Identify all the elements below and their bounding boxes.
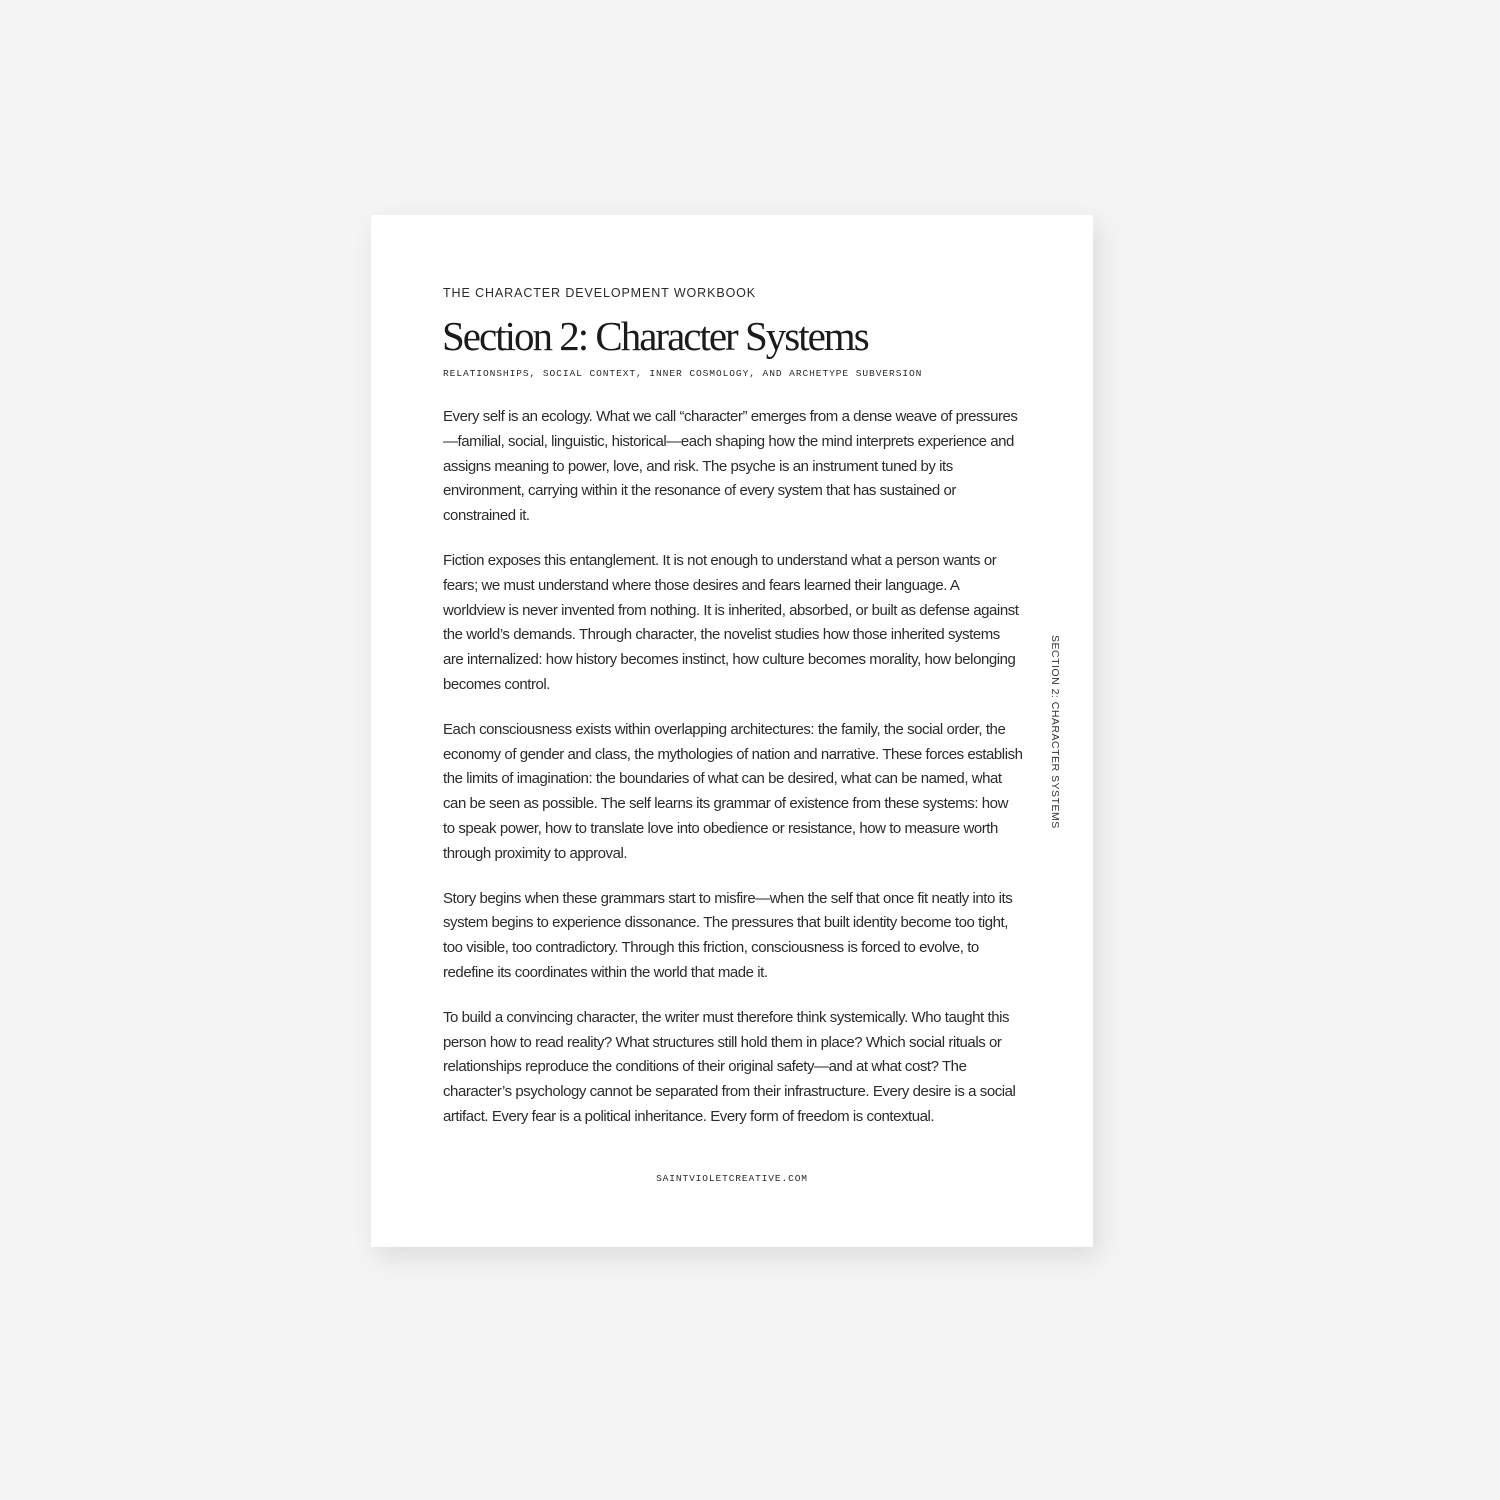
page-title: Section 2: Character Systems — [442, 313, 868, 359]
paragraph-1: Every self is an ecology. What we call “character” emerges from a dense weave of pressures—familial, social, linguistic, historical—each shaping how the mind interprets experience and assigns meaning to power, love, and risk. The psyche is an instrument tuned by its environment, carrying within it the resonance of every system that has sustained or constrained it. — [443, 408, 1018, 525]
paragraph-4: Story begins when these grammars start to misfire—when the self that once fit neatly into its system begins to experience dissonance. The pressures that built identity become too tight, too visible, too contradictory. Through this friction, consciousness is forced to evolve, to redefine its coordinates within the world that made it. — [443, 889, 1013, 981]
workbook-kicker: THE CHARACTER DEVELOPMENT WORKBOOK — [443, 286, 757, 300]
footer-website: SAINTVIOLETCREATIVE.COM — [656, 1173, 808, 1184]
paragraph-3: Each consciousness exists within overlapping architectures: the family, the social order, the economy of gender and class, the mythologies of nation and narrative. These forces establish the limits of imagination: the boundaries of what can be desired, what can be named, what can be seen as possible. The self learns its grammar of existence from these systems: how to speak power, how to translate love into obedience or resistance, how to measure worth through proximity to approval. — [443, 720, 1023, 862]
body-text — [443, 405, 1023, 1150]
paragraph-2: Fiction exposes this entanglement. It is not enough to understand what a person wants or fears; we must understand where those desires and fears learned their language. A worldview is never invented from nothing. It is inherited, absorbed, or built as defense against the world’s demands. Through character, the novelist studies how those inherited systems are internalized: how history becomes instinct, how culture becomes morality, how belonging becomes control. — [443, 551, 1019, 693]
vertical-section-label: SECTION 2: CHARACTER SYSTEMS — [1049, 635, 1061, 829]
workbook-page — [371, 215, 1093, 1247]
page-subtitle: RELATIONSHIPS, SOCIAL CONTEXT, INNER COSMOLOGY, AND ARCHETYPE SUBVERSION — [443, 368, 923, 379]
paragraph-5: To build a convincing character, the writer must therefore think systemically. Who taught this person how to read reality? What structures still hold them in place? Which social rituals or relationships reproduce the conditions of their original safety—and at what cost? The character’s psychology cannot be separated from their infrastructure. Every desire is a social artifact. Every fear is a political inheritance. Every form of freedom is contextual. — [443, 1008, 1016, 1125]
